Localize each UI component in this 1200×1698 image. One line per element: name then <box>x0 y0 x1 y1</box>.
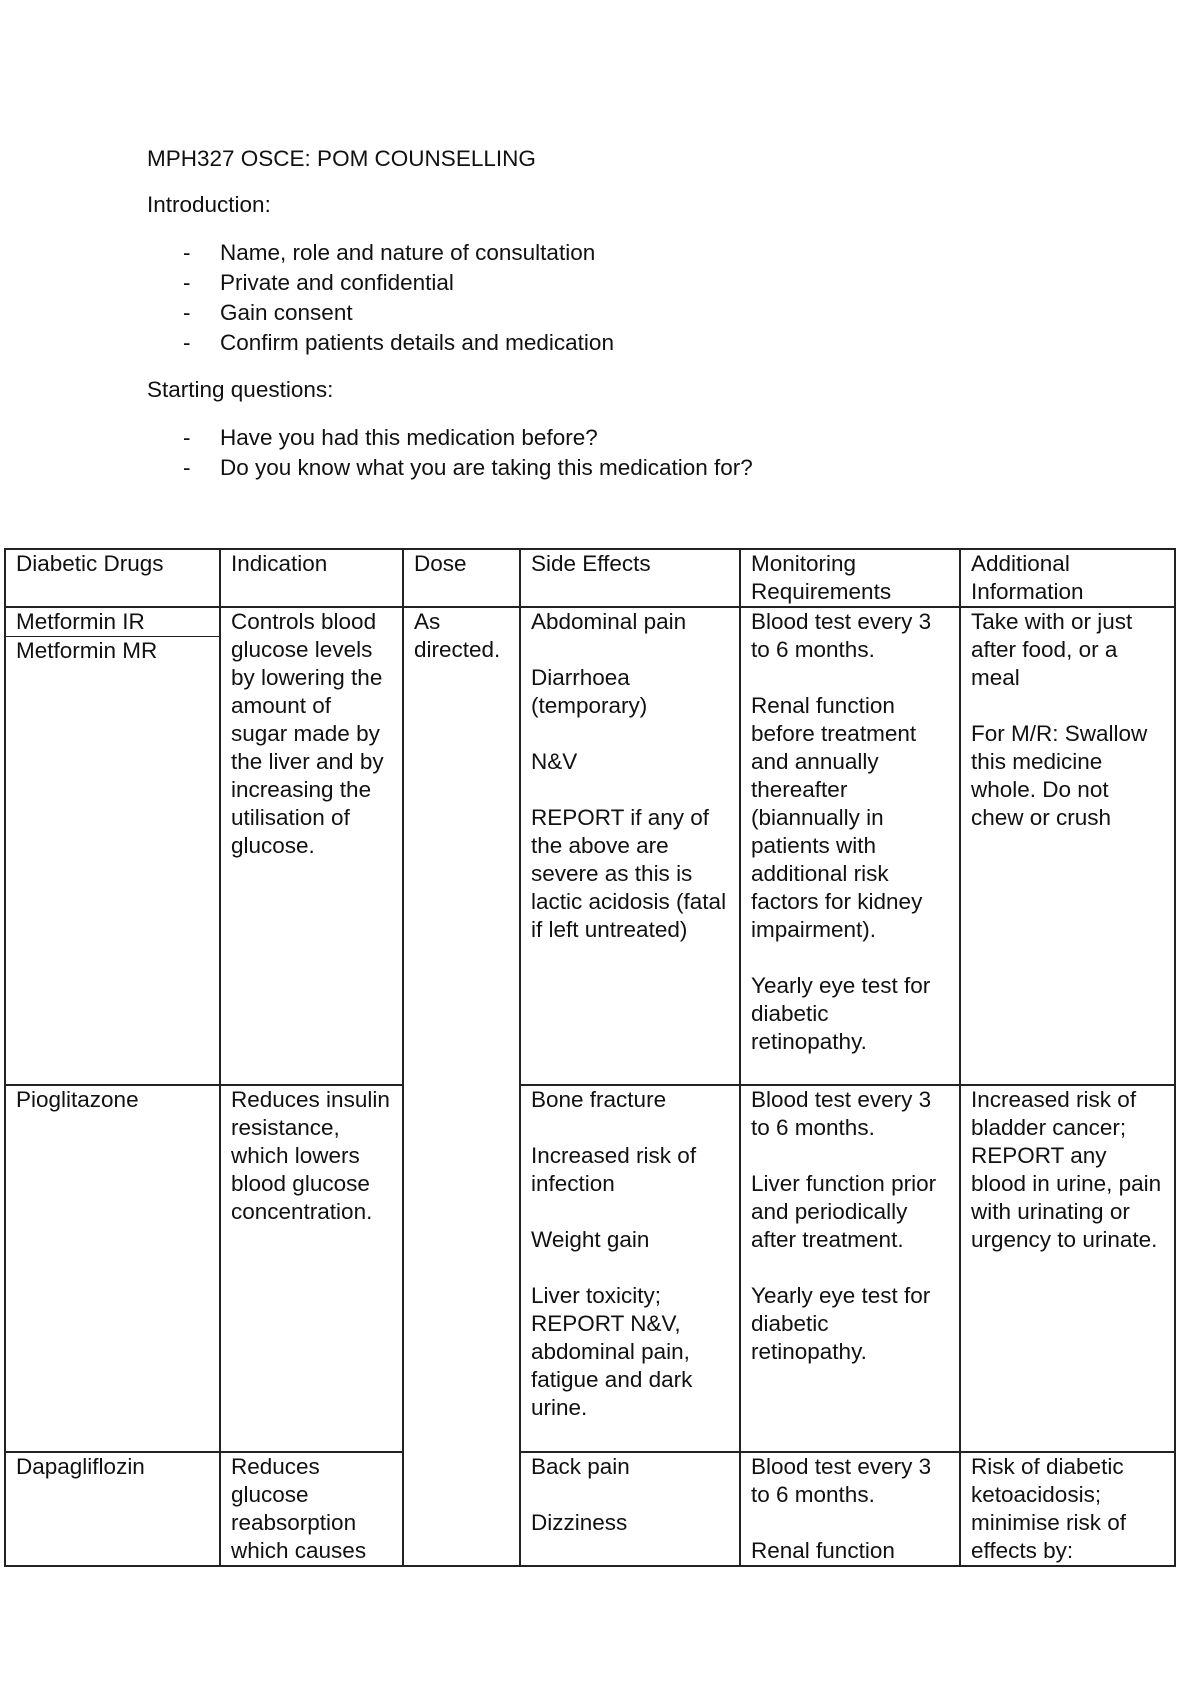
list-item: - Private and confidential <box>147 268 1047 298</box>
monitoring-text: Blood test every 3 to 6 months. Renal function before treatment and annually thereafter (biannually in patients with additional risk factors for kidney impairment). Yearly eye test for diabetic retinopathy. <box>751 609 932 1054</box>
additional-info-text: Take with or just after food, or a meal For M/R: Swallow this medicine whole. Do not chew or crush <box>971 609 1148 830</box>
side-effects-text: Abdominal pain Diarrhoea (temporary) N&V REPORT if any of the above are severe as this is lactic acidosis (fatal if left untreated) <box>531 609 727 942</box>
additional-info-text: Increased risk of bladder cancer; REPORT any blood in urine, pain with urinating or urgency to urinate. <box>971 1087 1162 1252</box>
side-effects-cell <box>520 1452 740 1566</box>
drug-name: Dapagliflozin <box>16 1454 145 1479</box>
monitoring-text: Blood test every 3 to 6 months. Liver function prior and periodically after treatment. Yearly eye test for diabetic retinopathy. <box>751 1087 937 1364</box>
introduction-list <box>147 238 1047 358</box>
header-cell: Monitoring Requirements <box>740 549 960 607</box>
side-effects-cell <box>520 1085 740 1452</box>
drug-cell <box>5 607 220 1085</box>
header-cell: Diabetic Drugs <box>5 549 220 607</box>
page-title: MPH327 OSCE: POM COUNSELLING <box>147 146 536 171</box>
indication-text: Reduces insulin resistance, which lowers blood glucose concentration. <box>231 1087 390 1224</box>
starting-questions-heading: Starting questions: <box>147 377 334 402</box>
table-row <box>5 607 1175 1085</box>
drug-name: Pioglitazone <box>16 1087 139 1112</box>
list-item: - Have you had this medication before? <box>147 423 1047 453</box>
indication-cell <box>220 1085 403 1452</box>
list-item: - Confirm patients details and medication <box>147 328 1047 358</box>
monitoring-cell <box>740 1452 960 1566</box>
side-effects-cell <box>520 607 740 1085</box>
table-row <box>5 1452 1175 1566</box>
drug-cell <box>5 1085 220 1452</box>
additional-info-cell <box>960 1085 1175 1452</box>
additional-info-cell <box>960 1452 1175 1566</box>
list-item: - Name, role and nature of consultation <box>147 238 1047 268</box>
drug-name: Metformin MR <box>16 638 158 663</box>
table-header-row <box>5 549 1175 607</box>
header-cell: Side Effects <box>520 549 740 607</box>
additional-info-text: Risk of diabetic ketoacidosis; minimise risk of effects by: <box>971 1454 1127 1563</box>
drug-name: Metformin IR <box>6 608 219 637</box>
starting-questions-list <box>147 423 1047 483</box>
additional-info-cell <box>960 607 1175 1085</box>
side-effects-text: Bone fracture Increased risk of infection Weight gain Liver toxicity; REPORT N&V, abdominal pain, fatigue and dark urine. <box>531 1087 697 1420</box>
intro-section <box>147 145 1047 501</box>
header-cell: Indication <box>220 549 403 607</box>
dose-cell <box>403 607 520 1566</box>
table-row <box>5 1085 1175 1452</box>
indication-text: Controls blood glucose levels by lowering the amount of sugar made by the liver and by increasing the utilisation of glucose. <box>231 609 384 858</box>
monitoring-cell <box>740 607 960 1085</box>
monitoring-text: Blood test every 3 to 6 months. Renal function <box>751 1454 932 1563</box>
monitoring-cell <box>740 1085 960 1452</box>
header-cell: Additional Information <box>960 549 1175 607</box>
list-item: - Gain consent <box>147 298 1047 328</box>
list-item: - Do you know what you are taking this medication for? <box>147 453 1047 483</box>
indication-cell <box>220 607 403 1085</box>
indication-text: Reduces glucose reabsorption which causes <box>231 1454 367 1563</box>
side-effects-text: Back pain Dizziness <box>531 1454 630 1535</box>
dose-text: As directed. <box>414 609 501 662</box>
introduction-heading: Introduction: <box>147 192 271 217</box>
diabetic-drugs-table <box>4 548 1176 1567</box>
indication-cell <box>220 1452 403 1566</box>
drug-cell <box>5 1452 220 1566</box>
header-cell: Dose <box>403 549 520 607</box>
